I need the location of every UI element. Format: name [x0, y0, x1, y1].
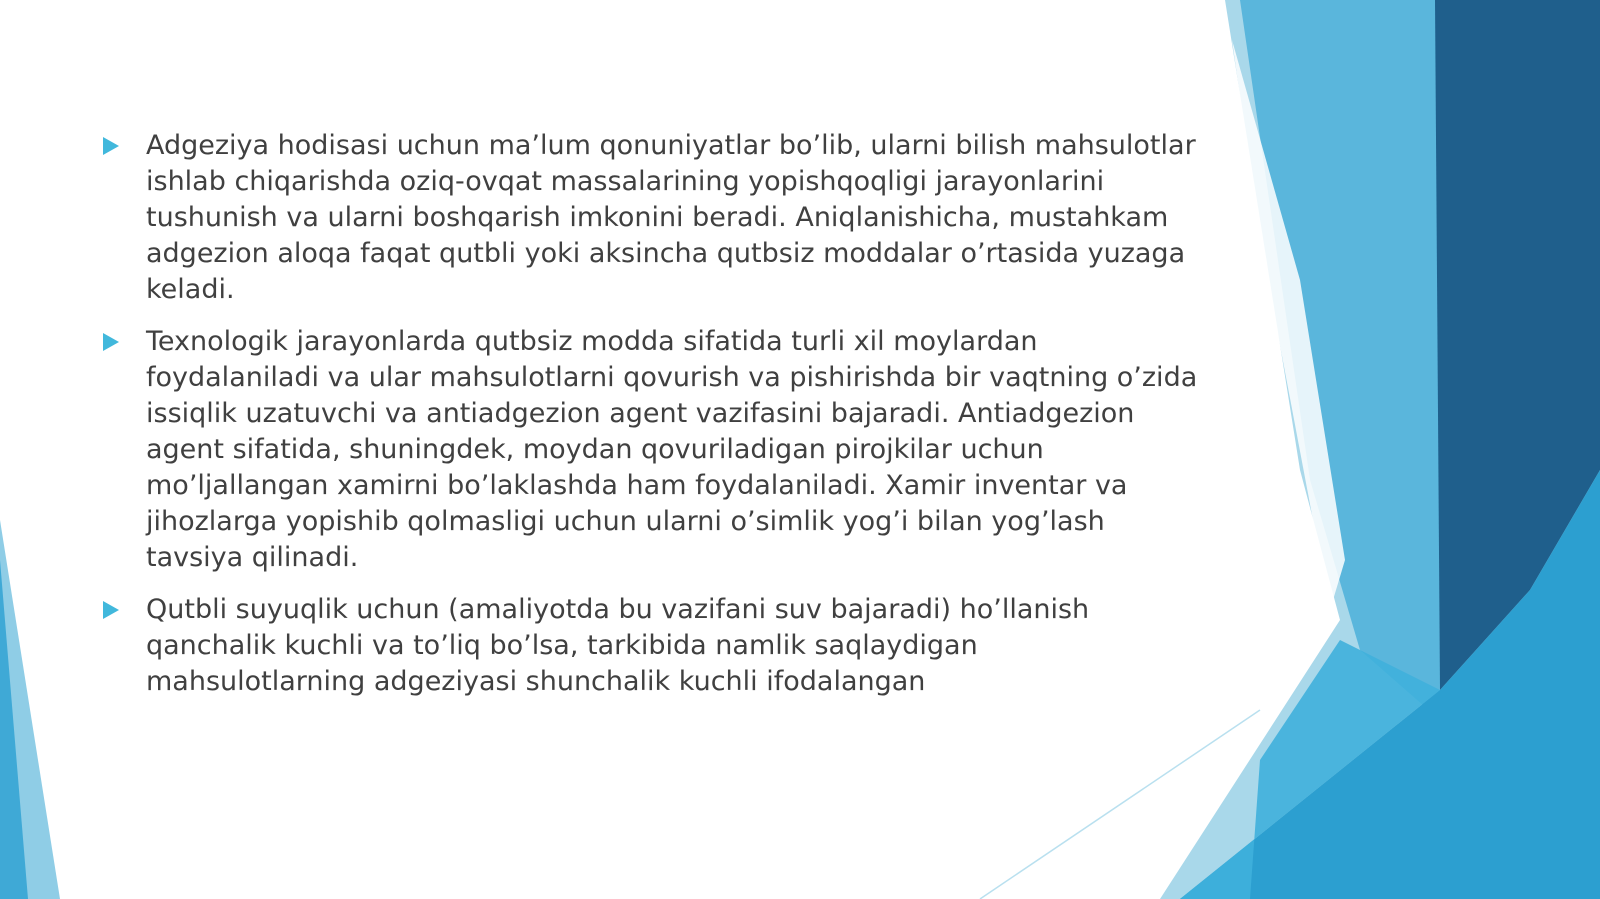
bullet-text: Qutbli suyuqlik uchun (amaliyotda bu vazifani suv bajaradi) ho’llanish qanchalik kuchli va to’liq bo’lsa, tarkibida namlik saqlaydigan mahsulotlarning adgeziyasi shunchalik kuchli ifodalangan: [146, 594, 1090, 697]
slide-content: [100, 128, 1200, 716]
bullet-item: [100, 592, 1200, 700]
bullet-item: [100, 128, 1200, 308]
bullet-list: [100, 128, 1200, 700]
bullet-item: [100, 324, 1200, 576]
triangle-bullet-icon: [103, 601, 119, 619]
bullet-text: Adgeziya hodisasi uchun ma’lum qonuniyatlar bo’lib, ularni bilish mahsulotlar ishlab chiqarishda oziq-ovqat massalarining yopishqoqligi jarayonlarini tushunish va ularni boshqarish imkonini beradi. Aniqlanishicha, mustahkam adgezion aloqa faqat qutbli yoki aksincha qutbsiz moddalar o’rtasida yuzaga keladi.: [146, 130, 1196, 305]
triangle-bullet-icon: [103, 137, 119, 155]
triangle-bullet-icon: [103, 333, 119, 351]
bullet-text: Texnologik jarayonlarda qutbsiz modda sifatida turli xil moylardan foydalaniladi va ular mahsulotlarni qovurish va pishirishda bir vaqtning o’zida issiqlik uzatuvchi va antiadgezion agent vazifasini bajaradi. Antiadgezion agent sifatida, shuningdek, moydan qovuriladigan pirojkilar uchun mo’ljallangan xamirni bo’laklashda ham foydalaniladi. Xamir inventar va jihozlarga yopishib qolmasligi uchun ularni o’simlik yog’i bilan yog’lash tavsiya qilinadi.: [146, 326, 1198, 573]
